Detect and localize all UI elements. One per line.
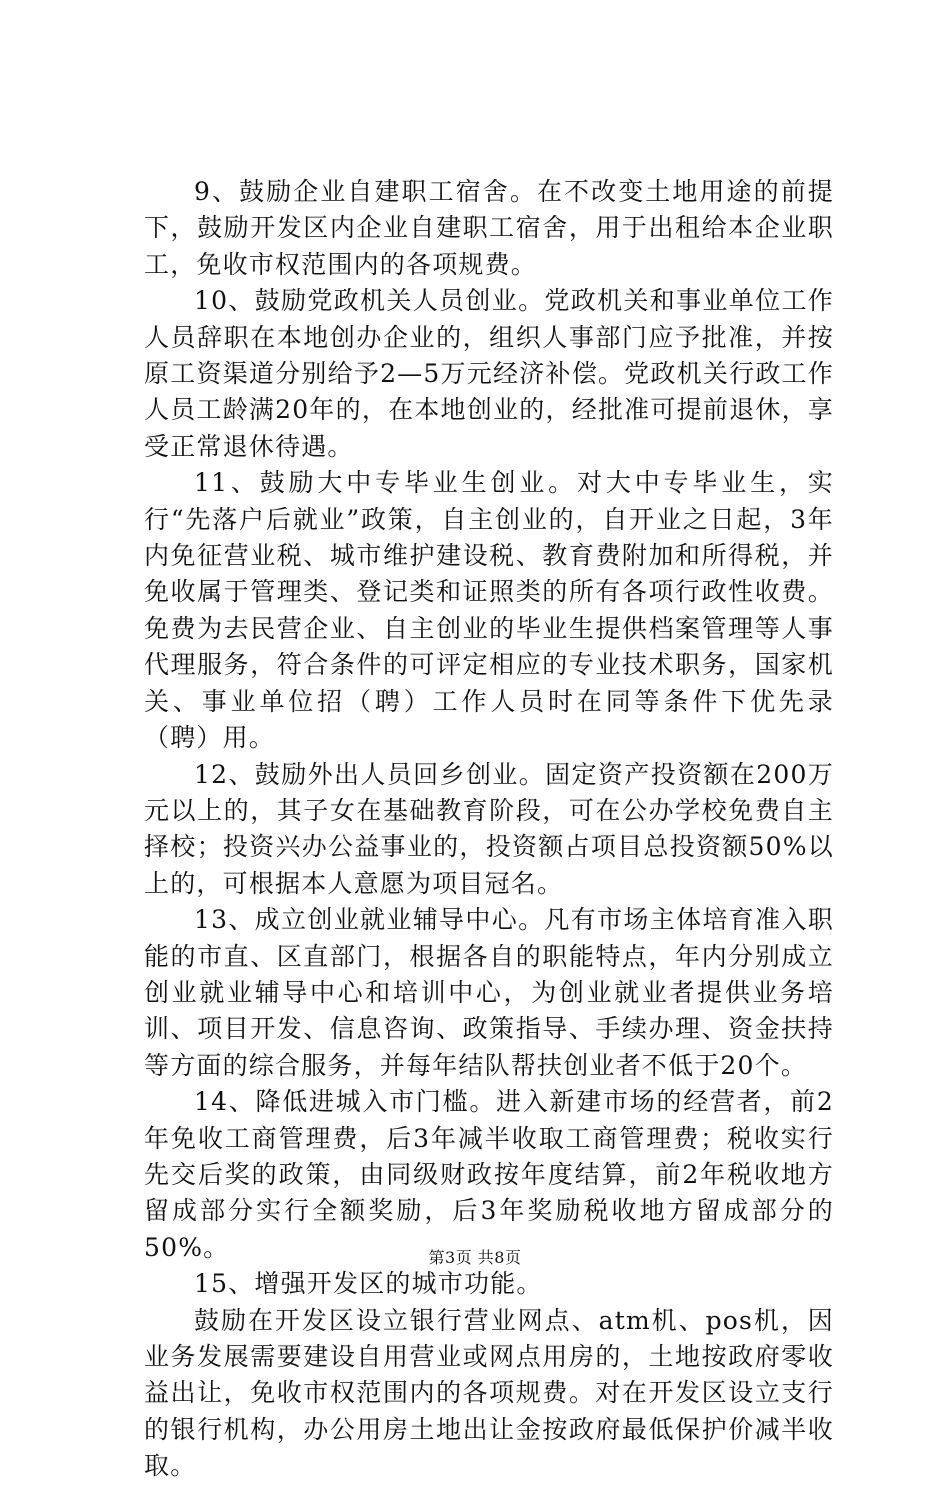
page-footer: 第3页 共8页 <box>428 1248 522 1267</box>
paragraph-item-9: 9、鼓励企业自建职工宿舍。在不改变土地用途的前提下，鼓励开发区内企业自建职工宿舍，用于出租给本企业职工，免收市权范围内的各项规费。 <box>144 177 834 279</box>
paragraph-item-14: 14、降低进城入市门槛。进入新建市场的经营者，前2年免收工商管理费，后3年减半收取工商管理费；税收实行先交后奖的政策，由同级财政按年度结算，前2年税收地方留成部分实行全额奖励，后3年奖励税收地方留成部分的50%。 <box>144 1087 834 1262</box>
document-body <box>144 174 834 1485</box>
paragraph-item-15-body: 鼓励在开发区设立银行营业网点、atm机、pos机，因业务发展需要建设自用营业或网点用房的，土地按政府零收益出让，免收市权范围内的各项规费。对在开发区设立支行的银行机构，办公用房土地出让金按政府最低保护价减半收取。 <box>144 1305 834 1481</box>
paragraph-item-10: 10、鼓励党政机关人员创业。党政机关和事业单位工作人员辞职在本地创办企业的，组织人事部门应予批准，并按原工资渠道分别给予2—5万元经济补偿。党政机关行政工作人员工龄满20年的，在本地创业的，经批准可提前退休，享受正常退休待遇。 <box>144 286 834 461</box>
paragraph-item-13: 13、成立创业就业辅导中心。凡有市场主体培育准入职能的市直、区直部门，根据各自的职能特点，年内分别成立创业就业辅导中心和培训中心，为创业就业者提供业务培训、项目开发、信息咨询、政策指导、手续办理、资金扶持等方面的综合服务，并每年结队帮扶创业者不低于20个。 <box>144 905 834 1080</box>
paragraph-item-15: 15、增强开发区的城市功能。 <box>194 1269 543 1299</box>
paragraph-item-12: 12、鼓励外出人员回乡创业。固定资产投资额在200万元以上的，其子女在基础教育阶段，可在公办学校免费自主择校；投资兴办公益事业的，投资额占项目总投资额50%以上的，可根据本人意愿为项目冠名。 <box>144 759 834 898</box>
paragraph-item-11: 11、鼓励大中专毕业生创业。对大中专毕业生，实行“先落户后就业”政策，自主创业的，自开业之日起，3年内免征营业税、城市维护建设税、教育费附加和所得税，并免收属于管理类、登记类和证照类的所有各项行政性收费。免费为去民营企业、自主创业的毕业生提供档案管理等人事代理服务，符合条件的可评定相应的专业技术职务，国家机关、事业单位招（聘）工作人员时在同等条件下优先录（聘）用。 <box>144 468 834 753</box>
